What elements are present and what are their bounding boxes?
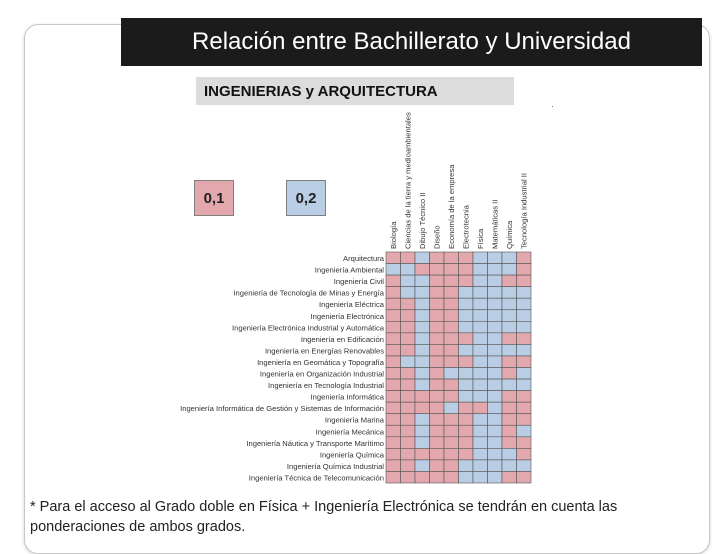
table-cell <box>430 448 445 460</box>
table-cell <box>386 310 401 322</box>
row-label: Ingeniería Náutica y Transporte Marítimo <box>246 438 384 448</box>
table-cell <box>488 368 503 380</box>
row-label: Ingeniería de Tecnología de Minas y Energía <box>233 288 384 298</box>
table-cell <box>401 344 416 356</box>
table-cell <box>430 391 445 403</box>
table-cell <box>488 425 503 437</box>
column-label: Electrotecnia <box>461 205 471 249</box>
table-cell <box>517 425 532 437</box>
table-cell <box>386 287 401 299</box>
table-cell <box>502 402 517 414</box>
table-cell <box>502 287 517 299</box>
table-cell <box>415 356 430 368</box>
table-cell <box>517 252 532 264</box>
table-cell <box>430 321 445 333</box>
table-cell <box>488 448 503 460</box>
slide-title: Relación entre Bachillerato y Universidad <box>192 28 631 55</box>
footnote: * Para el acceso al Grado doble en Física + Ingeniería Electrónica se tendrán en cuenta las ponderaciones de ambos grados. <box>30 499 618 535</box>
table-cell <box>502 437 517 449</box>
table-cell <box>444 425 459 437</box>
row-label: Ingeniería en Energías Renovables <box>264 346 384 356</box>
table-cell <box>459 391 474 403</box>
row-label: Ingeniería Informática <box>310 392 384 402</box>
table-cell <box>488 310 503 322</box>
legend-weight-01: 0,1 <box>194 180 234 216</box>
table-cell <box>488 379 503 391</box>
table-cell <box>401 252 416 264</box>
table-cell <box>430 264 445 276</box>
table-cell <box>517 368 532 380</box>
table-cell <box>473 298 488 310</box>
table-cell <box>459 379 474 391</box>
table-cell <box>444 310 459 322</box>
row-label: Ingeniería en Tecnología Industrial <box>268 381 384 391</box>
row-label: Ingeniería Eléctrica <box>318 300 384 310</box>
table-cell <box>430 471 445 483</box>
table-cell <box>502 321 517 333</box>
table-cell <box>488 391 503 403</box>
table-cell <box>415 252 430 264</box>
row-label: Arquitectura <box>343 254 384 264</box>
table-cell <box>430 287 445 299</box>
table-cell <box>473 287 488 299</box>
row-label: Ingeniería en Geomática y Topografía <box>257 357 384 367</box>
column-label: Matemáticas II <box>490 199 500 249</box>
table-cell <box>415 437 430 449</box>
table-cell <box>401 471 416 483</box>
table-cell <box>488 298 503 310</box>
table-cell <box>459 356 474 368</box>
table-cell <box>444 379 459 391</box>
table-cell <box>430 425 445 437</box>
table-cell <box>473 333 488 345</box>
table-cell <box>444 287 459 299</box>
table-cell <box>488 275 503 287</box>
table-cell <box>415 368 430 380</box>
table-cell <box>444 275 459 287</box>
table-cell <box>401 414 416 426</box>
table-cell <box>386 460 401 472</box>
table-cell <box>517 448 532 460</box>
table-cell <box>386 321 401 333</box>
table-cell <box>415 402 430 414</box>
table-cell <box>473 252 488 264</box>
table-cell <box>488 356 503 368</box>
table-cell <box>459 298 474 310</box>
table-cell <box>401 379 416 391</box>
table-cell <box>459 333 474 345</box>
legend-weight-02: 0,2 <box>286 180 326 216</box>
table-cell <box>401 460 416 472</box>
table-cell <box>386 471 401 483</box>
table-cell <box>517 414 532 426</box>
table-cell <box>415 414 430 426</box>
table-cell <box>430 368 445 380</box>
column-label: Física <box>475 228 485 249</box>
table-cell <box>502 333 517 345</box>
table-cell <box>502 425 517 437</box>
table-cell <box>444 298 459 310</box>
table-cell <box>444 402 459 414</box>
table-cell <box>502 275 517 287</box>
table-cell <box>459 264 474 276</box>
table-cell <box>430 437 445 449</box>
table-cell <box>459 252 474 264</box>
table-cell <box>415 471 430 483</box>
table-cell <box>415 321 430 333</box>
table-cell <box>459 402 474 414</box>
table-cell <box>473 310 488 322</box>
table-cell <box>386 402 401 414</box>
table-cell <box>415 275 430 287</box>
table-cell <box>430 252 445 264</box>
table-cell <box>444 414 459 426</box>
table-cell <box>415 333 430 345</box>
table-cell <box>517 460 532 472</box>
table-cell <box>401 391 416 403</box>
table-cell <box>401 368 416 380</box>
table-cell <box>459 368 474 380</box>
table-cell <box>488 471 503 483</box>
table-cell <box>517 275 532 287</box>
table-cell <box>430 310 445 322</box>
table-cell <box>473 448 488 460</box>
table-cell <box>473 460 488 472</box>
table-cell <box>517 298 532 310</box>
row-label: Ingeniería Electrónica <box>310 311 384 321</box>
table-cell <box>473 264 488 276</box>
table-cell <box>415 460 430 472</box>
table-cell <box>517 264 532 276</box>
table-cell <box>473 437 488 449</box>
table-cell <box>502 414 517 426</box>
table-cell <box>386 298 401 310</box>
table-cell <box>488 252 503 264</box>
table-cell <box>386 414 401 426</box>
table-cell <box>444 321 459 333</box>
table-cell <box>430 402 445 414</box>
table-cell <box>386 252 401 264</box>
row-label: Ingeniería Técnica de Telecomunicación <box>248 473 384 483</box>
table-cell <box>444 448 459 460</box>
table-cell <box>459 414 474 426</box>
row-label: Ingeniería Electrónica Industrial y Automática <box>232 323 384 333</box>
table-cell <box>430 298 445 310</box>
table-cell <box>415 425 430 437</box>
table-cell <box>473 471 488 483</box>
table-cell <box>386 448 401 460</box>
row-label: Ingeniería Civil <box>333 277 384 287</box>
table-cell <box>386 391 401 403</box>
table-cell <box>444 437 459 449</box>
table-cell <box>517 402 532 414</box>
table-cell <box>459 344 474 356</box>
table-cell <box>401 310 416 322</box>
table-cell <box>502 379 517 391</box>
table-cell <box>459 310 474 322</box>
column-label: Diseño <box>432 225 442 249</box>
table-cell <box>386 264 401 276</box>
table-cell <box>517 391 532 403</box>
table-cell <box>488 344 503 356</box>
table-cell <box>459 448 474 460</box>
table-cell <box>444 333 459 345</box>
column-label: Biología <box>388 221 398 249</box>
table-cell <box>517 321 532 333</box>
table-cell <box>401 298 416 310</box>
table-cell <box>473 368 488 380</box>
table-cell <box>502 344 517 356</box>
row-label: Ingeniería Marina <box>324 415 384 425</box>
table-cell <box>401 264 416 276</box>
table-cell <box>401 437 416 449</box>
table-cell <box>488 264 503 276</box>
table-cell <box>444 471 459 483</box>
row-label: Ingeniería Ambiental <box>314 265 384 275</box>
table-cell <box>459 275 474 287</box>
table-cell <box>517 437 532 449</box>
table-cell <box>459 425 474 437</box>
table-cell <box>430 344 445 356</box>
column-label: Dibujo Técnico II <box>417 192 427 249</box>
table-cell <box>473 275 488 287</box>
table-cell <box>473 321 488 333</box>
table-cell <box>430 333 445 345</box>
table-cell <box>444 264 459 276</box>
row-label: Ingeniería en Edificación <box>300 334 384 344</box>
table-cell <box>502 310 517 322</box>
table-cell <box>488 321 503 333</box>
column-label: Química <box>504 220 514 249</box>
table-cell <box>473 402 488 414</box>
table-cell <box>415 391 430 403</box>
table-cell <box>502 252 517 264</box>
table-cell <box>488 402 503 414</box>
table-cell <box>430 460 445 472</box>
table-cell <box>386 333 401 345</box>
table-cell <box>517 287 532 299</box>
table-cell <box>386 368 401 380</box>
table-cell <box>415 448 430 460</box>
table-cell <box>502 368 517 380</box>
table-cell <box>459 321 474 333</box>
table-cell <box>488 287 503 299</box>
table-cell <box>502 391 517 403</box>
table-cell <box>444 391 459 403</box>
table-cell <box>415 344 430 356</box>
table-cell <box>401 287 416 299</box>
table-cell <box>401 448 416 460</box>
table-cell <box>444 252 459 264</box>
table-cell <box>459 471 474 483</box>
table-cell <box>386 356 401 368</box>
table-cell <box>401 356 416 368</box>
table-cell <box>444 356 459 368</box>
table-cell <box>386 275 401 287</box>
table-cell <box>459 437 474 449</box>
table-cell <box>401 333 416 345</box>
row-label: Ingeniería en Organización Industrial <box>259 369 384 379</box>
table-cell <box>502 264 517 276</box>
table-cell <box>401 275 416 287</box>
row-label: Ingeniería Mecánica <box>315 427 384 437</box>
table-cell <box>488 437 503 449</box>
table-cell <box>415 310 430 322</box>
table-cell <box>386 425 401 437</box>
table-cell <box>502 460 517 472</box>
table-cell <box>517 344 532 356</box>
table-cell <box>488 333 503 345</box>
table-cell <box>444 368 459 380</box>
table-cell <box>473 379 488 391</box>
table-cell <box>401 402 416 414</box>
table-cell <box>386 379 401 391</box>
table-cell <box>517 471 532 483</box>
table-cell <box>473 414 488 426</box>
table-cell <box>517 310 532 322</box>
table-cell <box>415 379 430 391</box>
slide-subtitle: INGENIERIAS y ARQUITECTURA <box>204 83 438 100</box>
table-cell <box>488 414 503 426</box>
table-cell <box>502 298 517 310</box>
table-cell <box>502 356 517 368</box>
column-label: Ciencias de la tierra y medioambientales <box>403 112 413 249</box>
table-cell <box>401 321 416 333</box>
table-cell <box>459 287 474 299</box>
table-cell <box>459 460 474 472</box>
table-cell <box>430 379 445 391</box>
table-cell <box>473 344 488 356</box>
table-cell <box>473 356 488 368</box>
table-cell <box>415 287 430 299</box>
table-cell <box>386 344 401 356</box>
table-cell <box>502 471 517 483</box>
table-cell <box>488 460 503 472</box>
table-cell <box>386 437 401 449</box>
row-label: Ingeniería Química Industrial <box>286 461 384 471</box>
table-cell <box>415 298 430 310</box>
table-cell <box>473 391 488 403</box>
row-label: Ingeniería Informática de Gestión y Sistemas de Información <box>180 404 384 414</box>
column-label: Economía de la empresa <box>446 164 456 249</box>
table-cell <box>430 275 445 287</box>
table-cell <box>415 264 430 276</box>
table-cell <box>401 425 416 437</box>
table-cell <box>444 344 459 356</box>
table-cell <box>502 448 517 460</box>
table-cell <box>430 356 445 368</box>
row-label: Ingeniería Química <box>319 450 384 460</box>
table-cell <box>473 425 488 437</box>
table-cell <box>430 414 445 426</box>
table-cell <box>444 460 459 472</box>
table-cell <box>517 379 532 391</box>
table-cell <box>517 356 532 368</box>
table-cell <box>517 333 532 345</box>
column-label: Tecnología Industrial II <box>519 173 529 249</box>
